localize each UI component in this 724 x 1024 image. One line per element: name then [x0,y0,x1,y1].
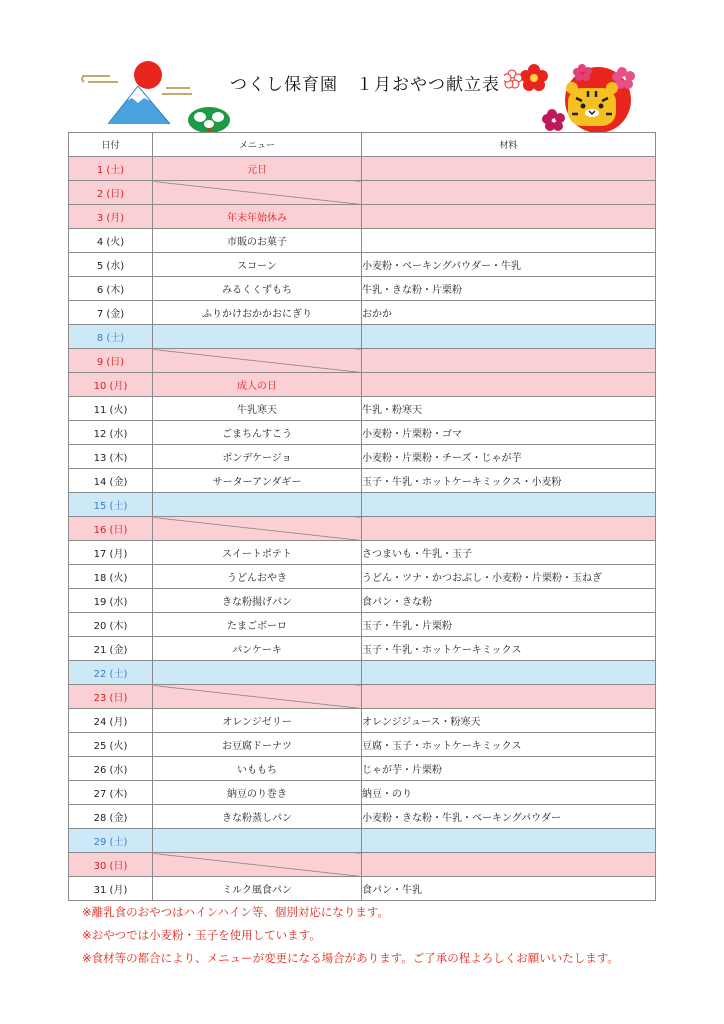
menu-cell: スイートポテト [153,541,362,565]
date-cell: 8 (土) [69,325,153,349]
materials-cell: うどん・ツナ・かつおぶし・小麦粉・片栗粉・玉ねぎ [362,565,656,589]
page-title: つくし保育園 １月おやつ献立表 [230,75,500,95]
menu-cell: ごまちんすこう [153,421,362,445]
table-row [69,397,656,421]
date-cell: 13 (木) [69,445,153,469]
date-cell: 24 (月) [69,709,153,733]
snack-menu-table [68,132,656,901]
materials-cell: 牛乳・粉寒天 [362,397,656,421]
menu-cell [153,661,362,685]
table-row [69,301,656,325]
materials-cell [362,205,656,229]
table-row [69,709,656,733]
menu-cell [153,493,362,517]
table-row [69,229,656,253]
menu-cell [153,829,362,853]
date-cell: 22 (土) [69,661,153,685]
table-row [69,613,656,637]
date-cell: 2 (日) [69,181,153,205]
menu-cell: いももち [153,757,362,781]
materials-cell: 小麦粉・きな粉・牛乳・ベーキングパウダー [362,805,656,829]
materials-cell: 食パン・牛乳 [362,877,656,901]
menu-cell [153,181,362,205]
menu-cell [153,685,362,709]
table-row [69,421,656,445]
table-row [69,781,656,805]
date-cell: 3 (月) [69,205,153,229]
menu-cell: ふりかけおかかおにぎり [153,301,362,325]
menu-cell: みるくくずもち [153,277,362,301]
date-cell: 14 (金) [69,469,153,493]
note-menu-change: ※食材等の都合により、メニューが変更になる場合があります。ご了承の程よろしくお願いいたします。 [82,951,619,965]
date-cell: 30 (日) [69,853,153,877]
table-row [69,565,656,589]
materials-column-header: 材料 [362,133,656,157]
materials-cell [362,349,656,373]
materials-cell: 豆腐・玉子・ホットケーキミックス [362,733,656,757]
date-cell: 15 (土) [69,493,153,517]
menu-column-header: メニュー [153,133,362,157]
table-row [69,445,656,469]
materials-cell [362,181,656,205]
materials-cell: 小麦粉・ベーキングパウダー・牛乳 [362,253,656,277]
materials-cell: 玉子・牛乳・ホットケーキミックス・小麦粉 [362,469,656,493]
menu-cell: 年末年始休み [153,205,362,229]
materials-cell [362,325,656,349]
materials-cell [362,157,656,181]
materials-cell: 小麦粉・片栗粉・ゴマ [362,421,656,445]
materials-cell [362,853,656,877]
materials-cell [362,829,656,853]
materials-cell: 食パン・きな粉 [362,589,656,613]
materials-cell: 小麦粉・片栗粉・チーズ・じゃが芋 [362,445,656,469]
materials-cell: さつまいも・牛乳・玉子 [362,541,656,565]
date-cell: 26 (水) [69,757,153,781]
table-row [69,157,656,181]
table-row [69,253,656,277]
table-row [69,733,656,757]
materials-cell: 玉子・牛乳・ホットケーキミックス [362,637,656,661]
note-baby-food: ※離乳食のおやつはハインハイン等、個別対応になります。 [82,905,389,919]
note-allergens: ※おやつでは小麦粉・玉子を使用しています。 [82,928,321,942]
menu-cell: オレンジゼリー [153,709,362,733]
table-row [69,541,656,565]
menu-cell: たまごボーロ [153,613,362,637]
materials-cell [362,517,656,541]
materials-cell [362,661,656,685]
materials-cell: おかか [362,301,656,325]
menu-cell: スコーン [153,253,362,277]
table-row [69,205,656,229]
date-cell: 7 (金) [69,301,153,325]
table-row [69,181,656,205]
date-cell: 31 (月) [69,877,153,901]
materials-cell [362,373,656,397]
menu-cell: ミルク風食パン [153,877,362,901]
table-row [69,757,656,781]
date-cell: 12 (水) [69,421,153,445]
date-cell: 10 (月) [69,373,153,397]
menu-cell: 元日 [153,157,362,181]
date-cell: 6 (木) [69,277,153,301]
table-row [69,805,656,829]
table-row [69,853,656,877]
notes [82,901,619,970]
date-cell: 18 (火) [69,565,153,589]
table-row [69,493,656,517]
table-row [69,373,656,397]
materials-cell: 納豆・のり [362,781,656,805]
date-cell: 25 (火) [69,733,153,757]
menu-cell: 牛乳寒天 [153,397,362,421]
menu-cell: 納豆のり巻き [153,781,362,805]
table-row [69,517,656,541]
menu-cell: きな粉蒸しパン [153,805,362,829]
date-cell: 29 (土) [69,829,153,853]
date-cell: 5 (水) [69,253,153,277]
date-cell: 19 (水) [69,589,153,613]
date-cell: 20 (木) [69,613,153,637]
table-row [69,829,656,853]
table-row [69,637,656,661]
menu-cell: きな粉揚げパン [153,589,362,613]
materials-cell [362,685,656,709]
menu-cell: 市販のお菓子 [153,229,362,253]
table-header-row [69,133,656,157]
materials-cell: オレンジジュース・粉寒天 [362,709,656,733]
table-row [69,661,656,685]
menu-cell [153,325,362,349]
date-cell: 4 (火) [69,229,153,253]
table-row [69,469,656,493]
materials-cell: 牛乳・きな粉・片栗粉 [362,277,656,301]
menu-cell: ポンデケージョ [153,445,362,469]
menu-cell: サーターアンダギー [153,469,362,493]
date-cell: 23 (日) [69,685,153,709]
menu-cell: 成人の日 [153,373,362,397]
materials-cell [362,493,656,517]
table-row [69,589,656,613]
menu-cell: パンケーキ [153,637,362,661]
date-cell: 11 (火) [69,397,153,421]
date-column-header: 日付 [69,133,153,157]
table-row [69,349,656,373]
table-body [69,157,656,901]
date-cell: 16 (日) [69,517,153,541]
table-row [69,685,656,709]
date-cell: 9 (日) [69,349,153,373]
date-cell: 21 (金) [69,637,153,661]
table-row [69,877,656,901]
materials-cell: じゃが芋・片栗粉 [362,757,656,781]
menu-cell: うどんおやき [153,565,362,589]
mount-fuji-sunrise-illustration [78,58,198,130]
table-row [69,277,656,301]
menu-cell [153,349,362,373]
menu-cell [153,853,362,877]
menu-cell [153,517,362,541]
materials-cell: 玉子・牛乳・片栗粉 [362,613,656,637]
menu-cell: お豆腐ドーナツ [153,733,362,757]
table-row [69,325,656,349]
date-cell: 27 (木) [69,781,153,805]
date-cell: 28 (金) [69,805,153,829]
date-cell: 17 (月) [69,541,153,565]
date-cell: 1 (土) [69,157,153,181]
materials-cell [362,229,656,253]
